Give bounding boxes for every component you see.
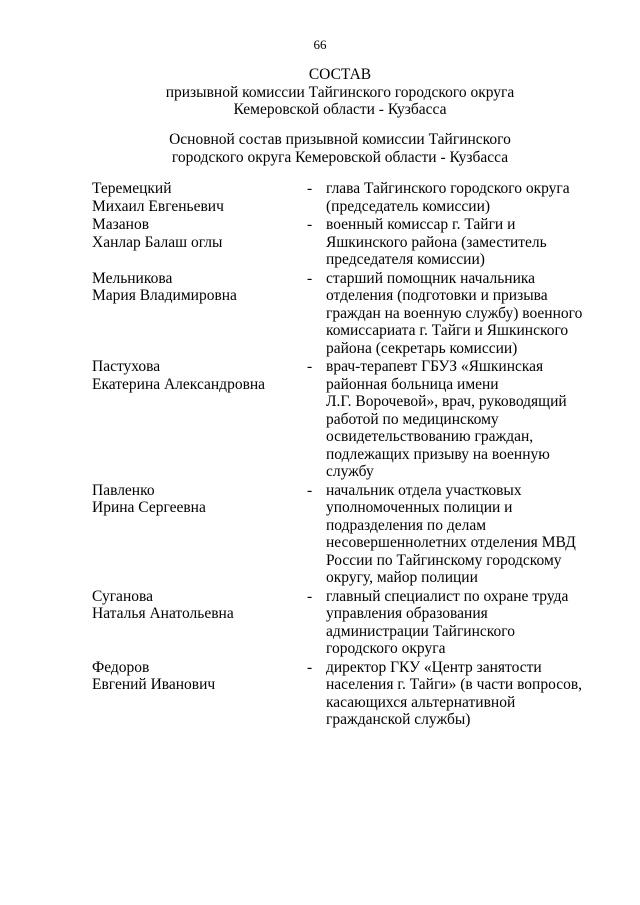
heading-line-2: призывной комиссии Тайгинского городского округа	[165, 83, 515, 101]
member-role-line: (председатель комиссии)	[326, 197, 491, 215]
member-role-line: районная больница имени	[326, 375, 499, 393]
member-row	[92, 482, 592, 587]
member-name	[92, 659, 307, 729]
member-role-line: уполномоченных полиции и	[326, 499, 513, 516]
member-role-line: комиссариата г. Тайги и Яшкинского	[326, 322, 569, 339]
member-role-line: главный специалист по охране труда	[326, 587, 569, 605]
member-role-line: гражданской службы)	[326, 711, 471, 728]
member-name	[92, 180, 307, 215]
member-role	[326, 659, 592, 729]
member-dash: -	[307, 269, 313, 287]
heading-title: СОСТАВ	[308, 66, 372, 83]
member-dash: -	[307, 587, 313, 605]
member-role-line: несовершеннолетних отделения МВД	[326, 534, 576, 551]
member-role-line: старший помощник начальника	[326, 269, 536, 287]
member-row	[92, 358, 592, 481]
member-surname: Федоров	[92, 658, 150, 676]
member-role-line: граждан на военную службу) военного	[326, 304, 583, 322]
section-heading	[40, 131, 640, 166]
member-name	[92, 270, 307, 358]
member-dash: -	[307, 180, 313, 197]
member-role-line: подлежащих призыву на военную	[326, 445, 550, 463]
member-role-line: директор ГКУ «Центр занятости	[326, 658, 542, 676]
member-name	[92, 588, 307, 658]
member-row	[92, 216, 592, 269]
member-role	[326, 358, 592, 481]
member-role	[326, 270, 592, 358]
member-role-line: России по Тайгинскому городскому	[326, 551, 562, 569]
member-dash: -	[307, 216, 313, 233]
member-name	[92, 482, 307, 587]
section-heading-line-1: Основной состав призывной комиссии Тайгинского	[169, 131, 511, 148]
member-role-line: врач-терапевт ГБУЗ «Яшкинская	[326, 358, 544, 375]
section-heading-line-2: городского округа Кемеровской области - Кузбасса	[171, 148, 509, 166]
member-row	[92, 270, 592, 358]
member-role-line: глава Тайгинского городского округа	[326, 180, 570, 197]
member-surname: Суганова	[92, 587, 153, 605]
member-role-line: Яшкинского района (заместитель	[326, 233, 547, 251]
member-dash: -	[307, 358, 313, 375]
member-given-name: Михаил Евгеньевич	[92, 197, 224, 215]
member-dash: -	[307, 481, 313, 499]
member-role-line: начальник отдела участковых	[326, 481, 522, 499]
member-role	[326, 216, 592, 269]
member-role-line: округу, майор полиции	[326, 569, 478, 586]
page-number: 66	[313, 37, 327, 52]
member-given-name: Мария Владимировна	[92, 287, 237, 304]
member-role-line: работой по медицинскому	[326, 410, 499, 428]
member-role-line: освидетельствованию граждан,	[326, 428, 534, 445]
member-role-line: населения г. Тайги» (в части вопросов,	[326, 676, 583, 693]
member-role-line: Л.Г. Ворочевой», врач, руководящий	[326, 393, 567, 410]
member-role-line: военный комиссар г. Тайги и	[326, 216, 516, 233]
member-role	[326, 180, 592, 215]
member-row	[92, 588, 592, 658]
member-given-name: Наталья Анатольевна	[92, 605, 234, 622]
member-given-name: Ирина Сергеевна	[92, 499, 206, 516]
member-surname: Павленко	[92, 481, 155, 499]
document-heading	[40, 66, 640, 119]
member-name	[92, 358, 307, 481]
member-name	[92, 216, 307, 269]
member-given-name: Евгений Иванович	[92, 676, 216, 693]
member-role-line: отделения (подготовки и призыва	[326, 287, 548, 304]
member-role-line: подразделения по делам	[326, 516, 487, 534]
member-role-line: касающихся альтернативной	[326, 693, 516, 711]
member-given-name: Ханлар Балаш оглы	[92, 233, 223, 251]
member-role	[326, 588, 592, 658]
heading-line-3: Кемеровской области - Кузбасса	[233, 101, 447, 118]
member-role-line: председателя комиссии)	[326, 251, 485, 268]
member-role-line: администрации Тайгинского	[326, 622, 515, 640]
members-list	[92, 180, 592, 730]
member-role-line: района (секретарь комиссии)	[326, 339, 518, 357]
member-given-name: Екатерина Александровна	[92, 375, 266, 393]
member-surname: Пастухова	[92, 358, 161, 375]
member-dash: -	[307, 658, 313, 676]
member-role-line: управления образования	[326, 605, 488, 622]
member-role-line: службу	[326, 463, 374, 480]
member-surname: Мельникова	[92, 269, 173, 287]
member-row	[92, 659, 592, 729]
member-role-line: городского округа	[326, 640, 446, 657]
member-role	[326, 482, 592, 587]
member-row	[92, 180, 592, 215]
member-surname: Теремецкий	[92, 180, 172, 197]
member-surname: Мазанов	[92, 216, 150, 233]
